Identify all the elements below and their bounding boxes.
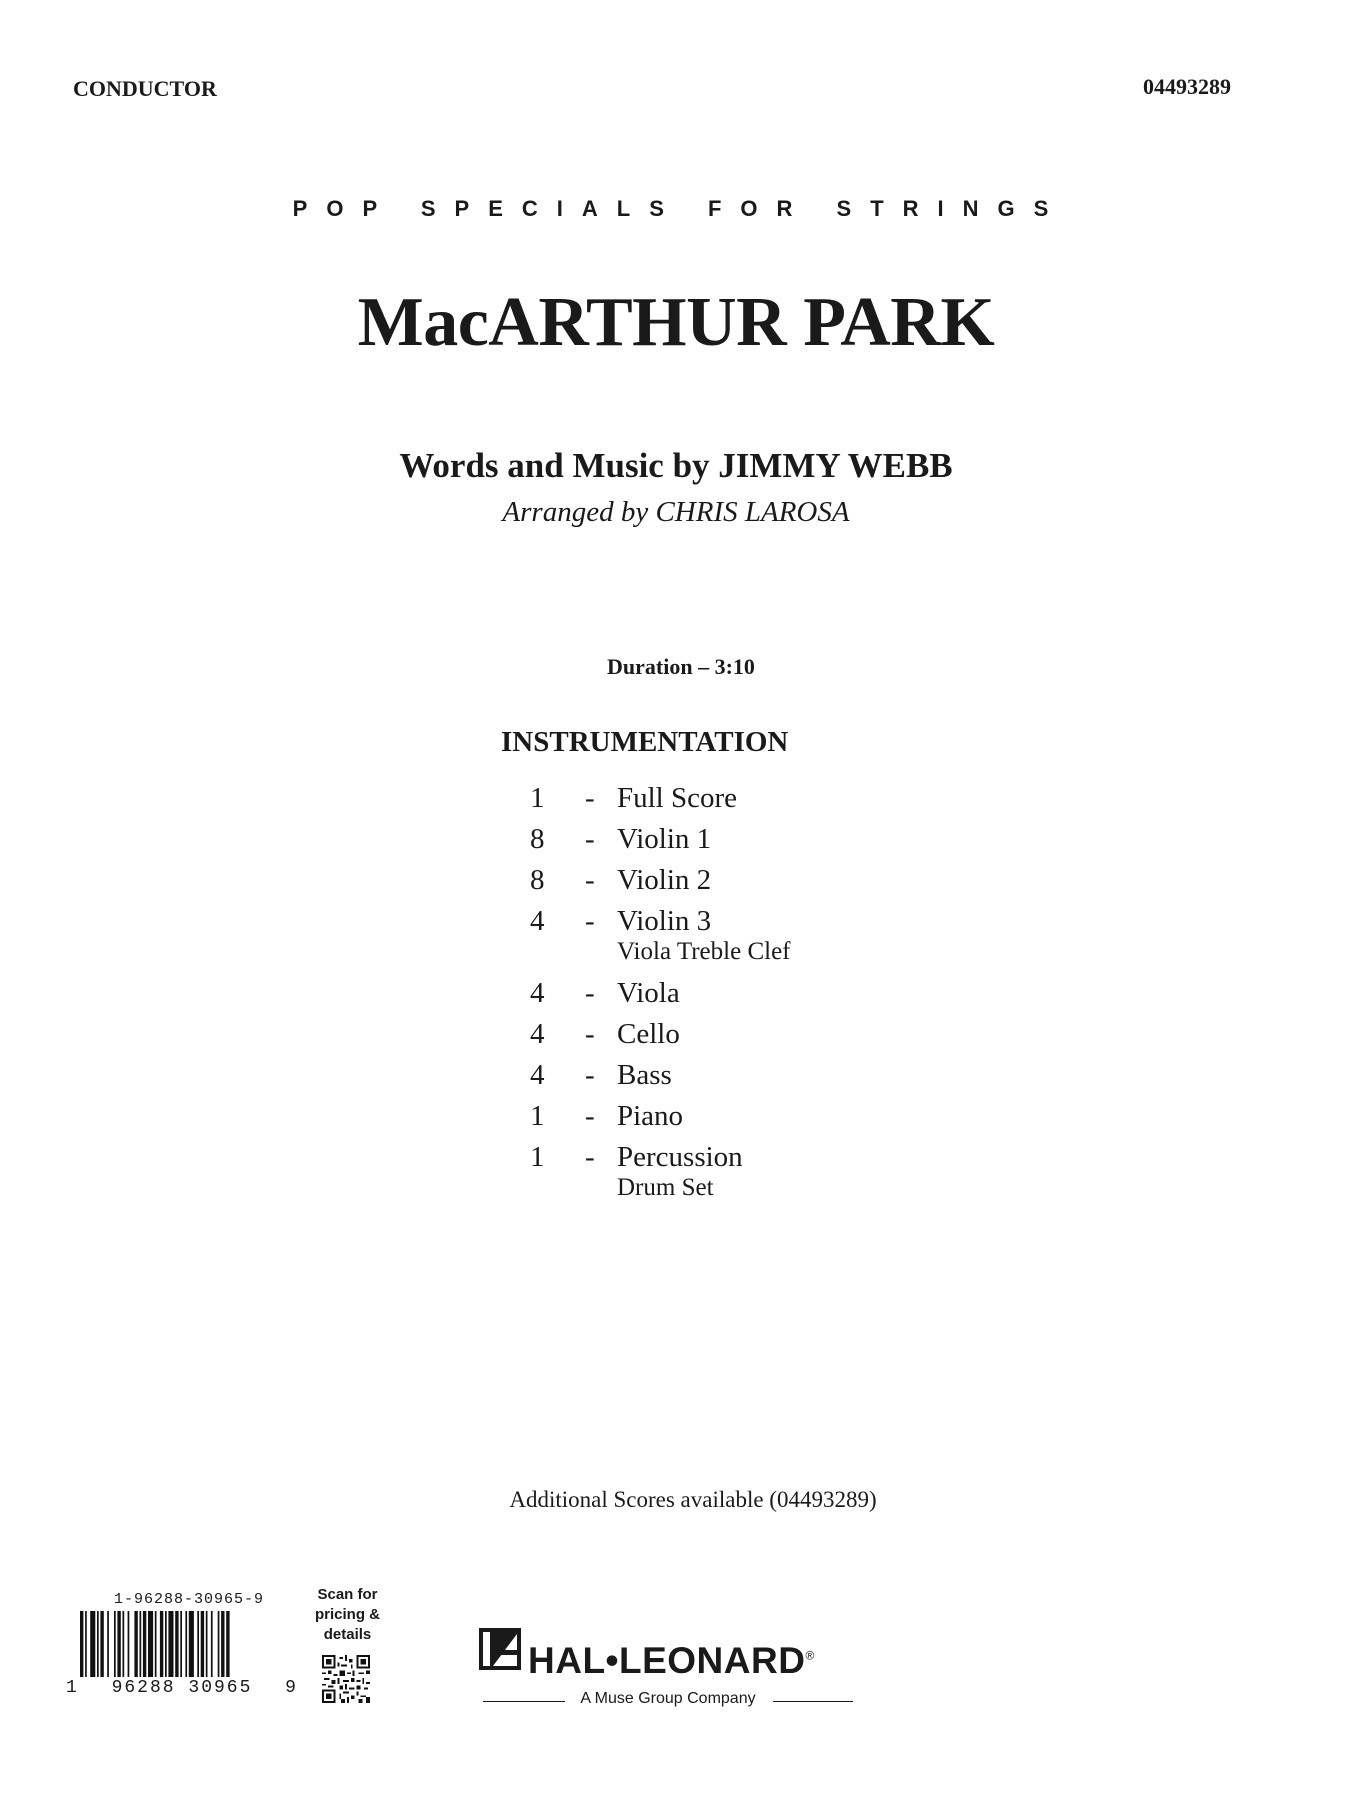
barcode-bar — [123, 1611, 125, 1677]
barcode-bar — [197, 1611, 199, 1677]
scan-line: details — [323, 1626, 372, 1643]
barcode-bar — [165, 1611, 167, 1677]
arranger-credit: Arranged by CHRIS LAROSA — [502, 496, 850, 528]
part-count: 8 — [530, 823, 545, 855]
list-item: 8 - Violin 2 — [530, 860, 791, 901]
barcode-bar — [168, 1611, 173, 1677]
duration: Duration – 3:10 — [607, 654, 755, 679]
barcode-bar — [211, 1611, 213, 1677]
barcode-bar — [180, 1611, 182, 1677]
list-item: 1 - Full Score — [530, 778, 791, 819]
publisher-tagline: A Muse Group Company — [580, 1690, 756, 1707]
part-label: CONDUCTOR — [73, 76, 217, 101]
part-name: Viola — [617, 977, 680, 1009]
part-name: Violin 3 — [617, 905, 712, 937]
barcode-bar — [143, 1611, 146, 1677]
page-title: MacARTHUR PARK — [357, 284, 995, 361]
barcode-bar — [218, 1611, 220, 1677]
list-item: 1 - Piano — [530, 1096, 791, 1137]
barcode-bar — [155, 1611, 157, 1677]
barcode-bar — [201, 1611, 204, 1677]
part-count: 1 — [530, 782, 545, 814]
barcode-bar — [85, 1611, 87, 1677]
list-item: 1 - Percussion — [530, 1137, 791, 1178]
part-count: 1 — [530, 1141, 545, 1173]
list-item: 4 - Bass — [530, 1055, 791, 1096]
barcode-bar — [226, 1611, 229, 1677]
list-item: 4 - Cello — [530, 1014, 791, 1055]
barcode-bar — [90, 1611, 95, 1677]
barcode-bar — [134, 1611, 137, 1677]
barcode-bar — [206, 1611, 208, 1677]
list-item: 4 - Viola — [530, 973, 791, 1014]
barcode-number: 1-96288-30965-9 — [114, 1591, 265, 1608]
part-count: 8 — [530, 864, 545, 896]
scan-line: pricing & — [314, 1606, 380, 1623]
part-name: Violin 2 — [617, 864, 712, 896]
part-count: 4 — [530, 1018, 545, 1050]
part-count: 1 — [530, 1100, 545, 1132]
qr-code-icon[interactable] — [322, 1655, 370, 1703]
scan-label — [309, 1585, 386, 1645]
part-name: Bass — [617, 1059, 672, 1091]
part-name: Violin 1 — [617, 823, 712, 855]
part-count: 4 — [530, 977, 545, 1009]
additional-scores-note: Additional Scores available (04493289) — [509, 1487, 877, 1512]
part-note: Drum Set — [617, 1174, 714, 1201]
barcode-bar — [97, 1611, 99, 1677]
publisher-name-text: HAL•LEONARD — [528, 1640, 806, 1681]
part-name: Cello — [617, 1018, 680, 1050]
list-item: 4 - Violin 3 — [530, 901, 791, 942]
barcode-digits — [66, 1678, 298, 1698]
series-title: POP SPECIALS FOR STRINGS — [292, 196, 1068, 221]
barcode-bar — [221, 1611, 224, 1677]
part-name: Percussion — [617, 1141, 743, 1173]
registered-mark: ® — [805, 1648, 815, 1663]
list-item: 8 - Violin 1 — [530, 819, 791, 860]
barcode-right-digit: 9 — [285, 1678, 298, 1698]
barcode-middle-digits: 96288 30965 — [111, 1678, 253, 1698]
catalog-number: 04493289 — [1143, 74, 1231, 99]
hal-leonard-logo-icon — [479, 1628, 521, 1670]
barcode-bar — [100, 1611, 103, 1677]
scan-line: Scan for — [317, 1586, 378, 1603]
barcode-bar — [185, 1611, 187, 1677]
part-name: Piano — [617, 1100, 684, 1132]
barcode-icon — [80, 1611, 279, 1677]
instrumentation-list — [530, 778, 791, 1209]
barcode-bar — [117, 1611, 120, 1677]
barcode-bar — [175, 1611, 178, 1677]
part-count: 4 — [530, 905, 545, 937]
barcode-bar — [128, 1611, 130, 1677]
instrumentation-heading: INSTRUMENTATION — [501, 726, 789, 758]
barcode-left-digit: 1 — [66, 1678, 79, 1698]
barcode-bar — [107, 1611, 109, 1677]
barcode-bar — [114, 1611, 116, 1677]
composer-credit: Words and Music by JIMMY WEBB — [399, 446, 953, 485]
part-count: 4 — [530, 1059, 545, 1091]
barcode-bar — [189, 1611, 194, 1677]
part-note: Viola Treble Clef — [617, 938, 791, 965]
publisher-name — [528, 1640, 815, 1682]
barcode-bar — [148, 1611, 153, 1677]
barcode-bar — [160, 1611, 163, 1677]
part-name: Full Score — [617, 782, 738, 814]
barcode-bar — [140, 1611, 142, 1677]
barcode-bar — [80, 1611, 83, 1677]
